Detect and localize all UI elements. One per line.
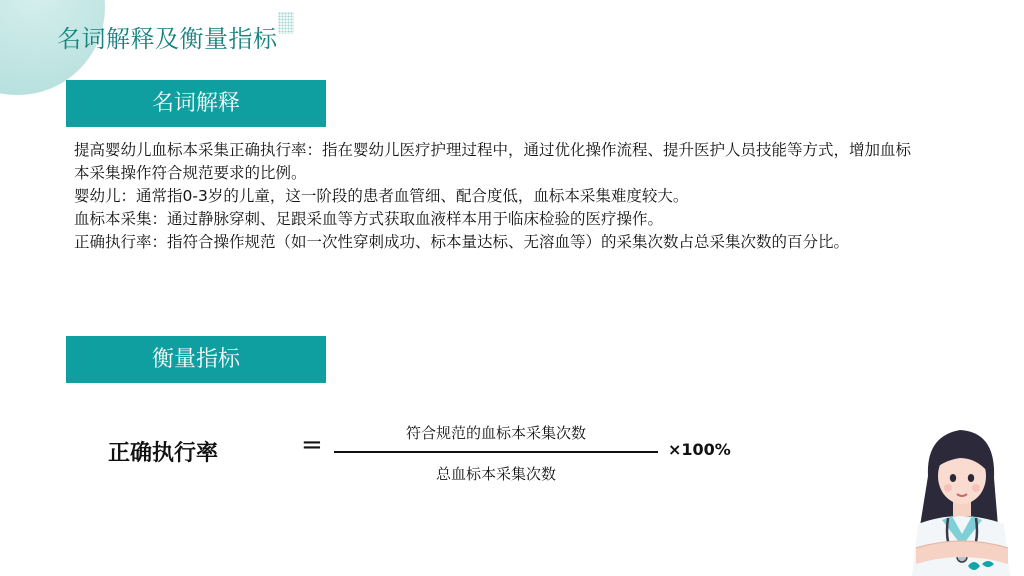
definition-item: 血标本采集：通过静脉穿刺、足跟采血等方式获取血液样本用于临床检验的医疗操作。 [74,210,664,228]
definition-item: 提高婴幼儿血标本采集正确执行率：指在婴幼儿医疗护理过程中，通过优化操作流程、提升医护人员技能等方式，增加血标本采集操作符合规范要求的比例。 [74,141,912,182]
formula-equals-sign: = [301,430,323,460]
section-header-definitions: 名词解释 [66,80,326,127]
definition-item: 婴幼儿：通常指0-3岁的儿童，这一阶段的患者血管细、配合度低，血标本采集难度较大。 [74,187,689,205]
definitions-block [74,139,914,254]
definition-item: 正确执行率：指符合操作规范（如一次性穿刺成功、标本量达标、无溶血等）的采集次数占总采集次数的百分比。 [74,233,850,251]
formula-multiplier: ×100% [668,440,731,459]
fraction-bar [334,451,658,453]
formula-denominator: 总血标本采集次数 [435,465,556,483]
section-header-metrics: 衡量指标 [66,336,326,383]
formula-numerator: 符合规范的血标本采集次数 [405,424,586,442]
page-title: 名词解释及衡量指标 [57,25,278,53]
dot-grid-decoration [278,12,294,34]
formula-name: 正确执行率 [108,441,219,466]
nurse-illustration [898,416,1024,576]
